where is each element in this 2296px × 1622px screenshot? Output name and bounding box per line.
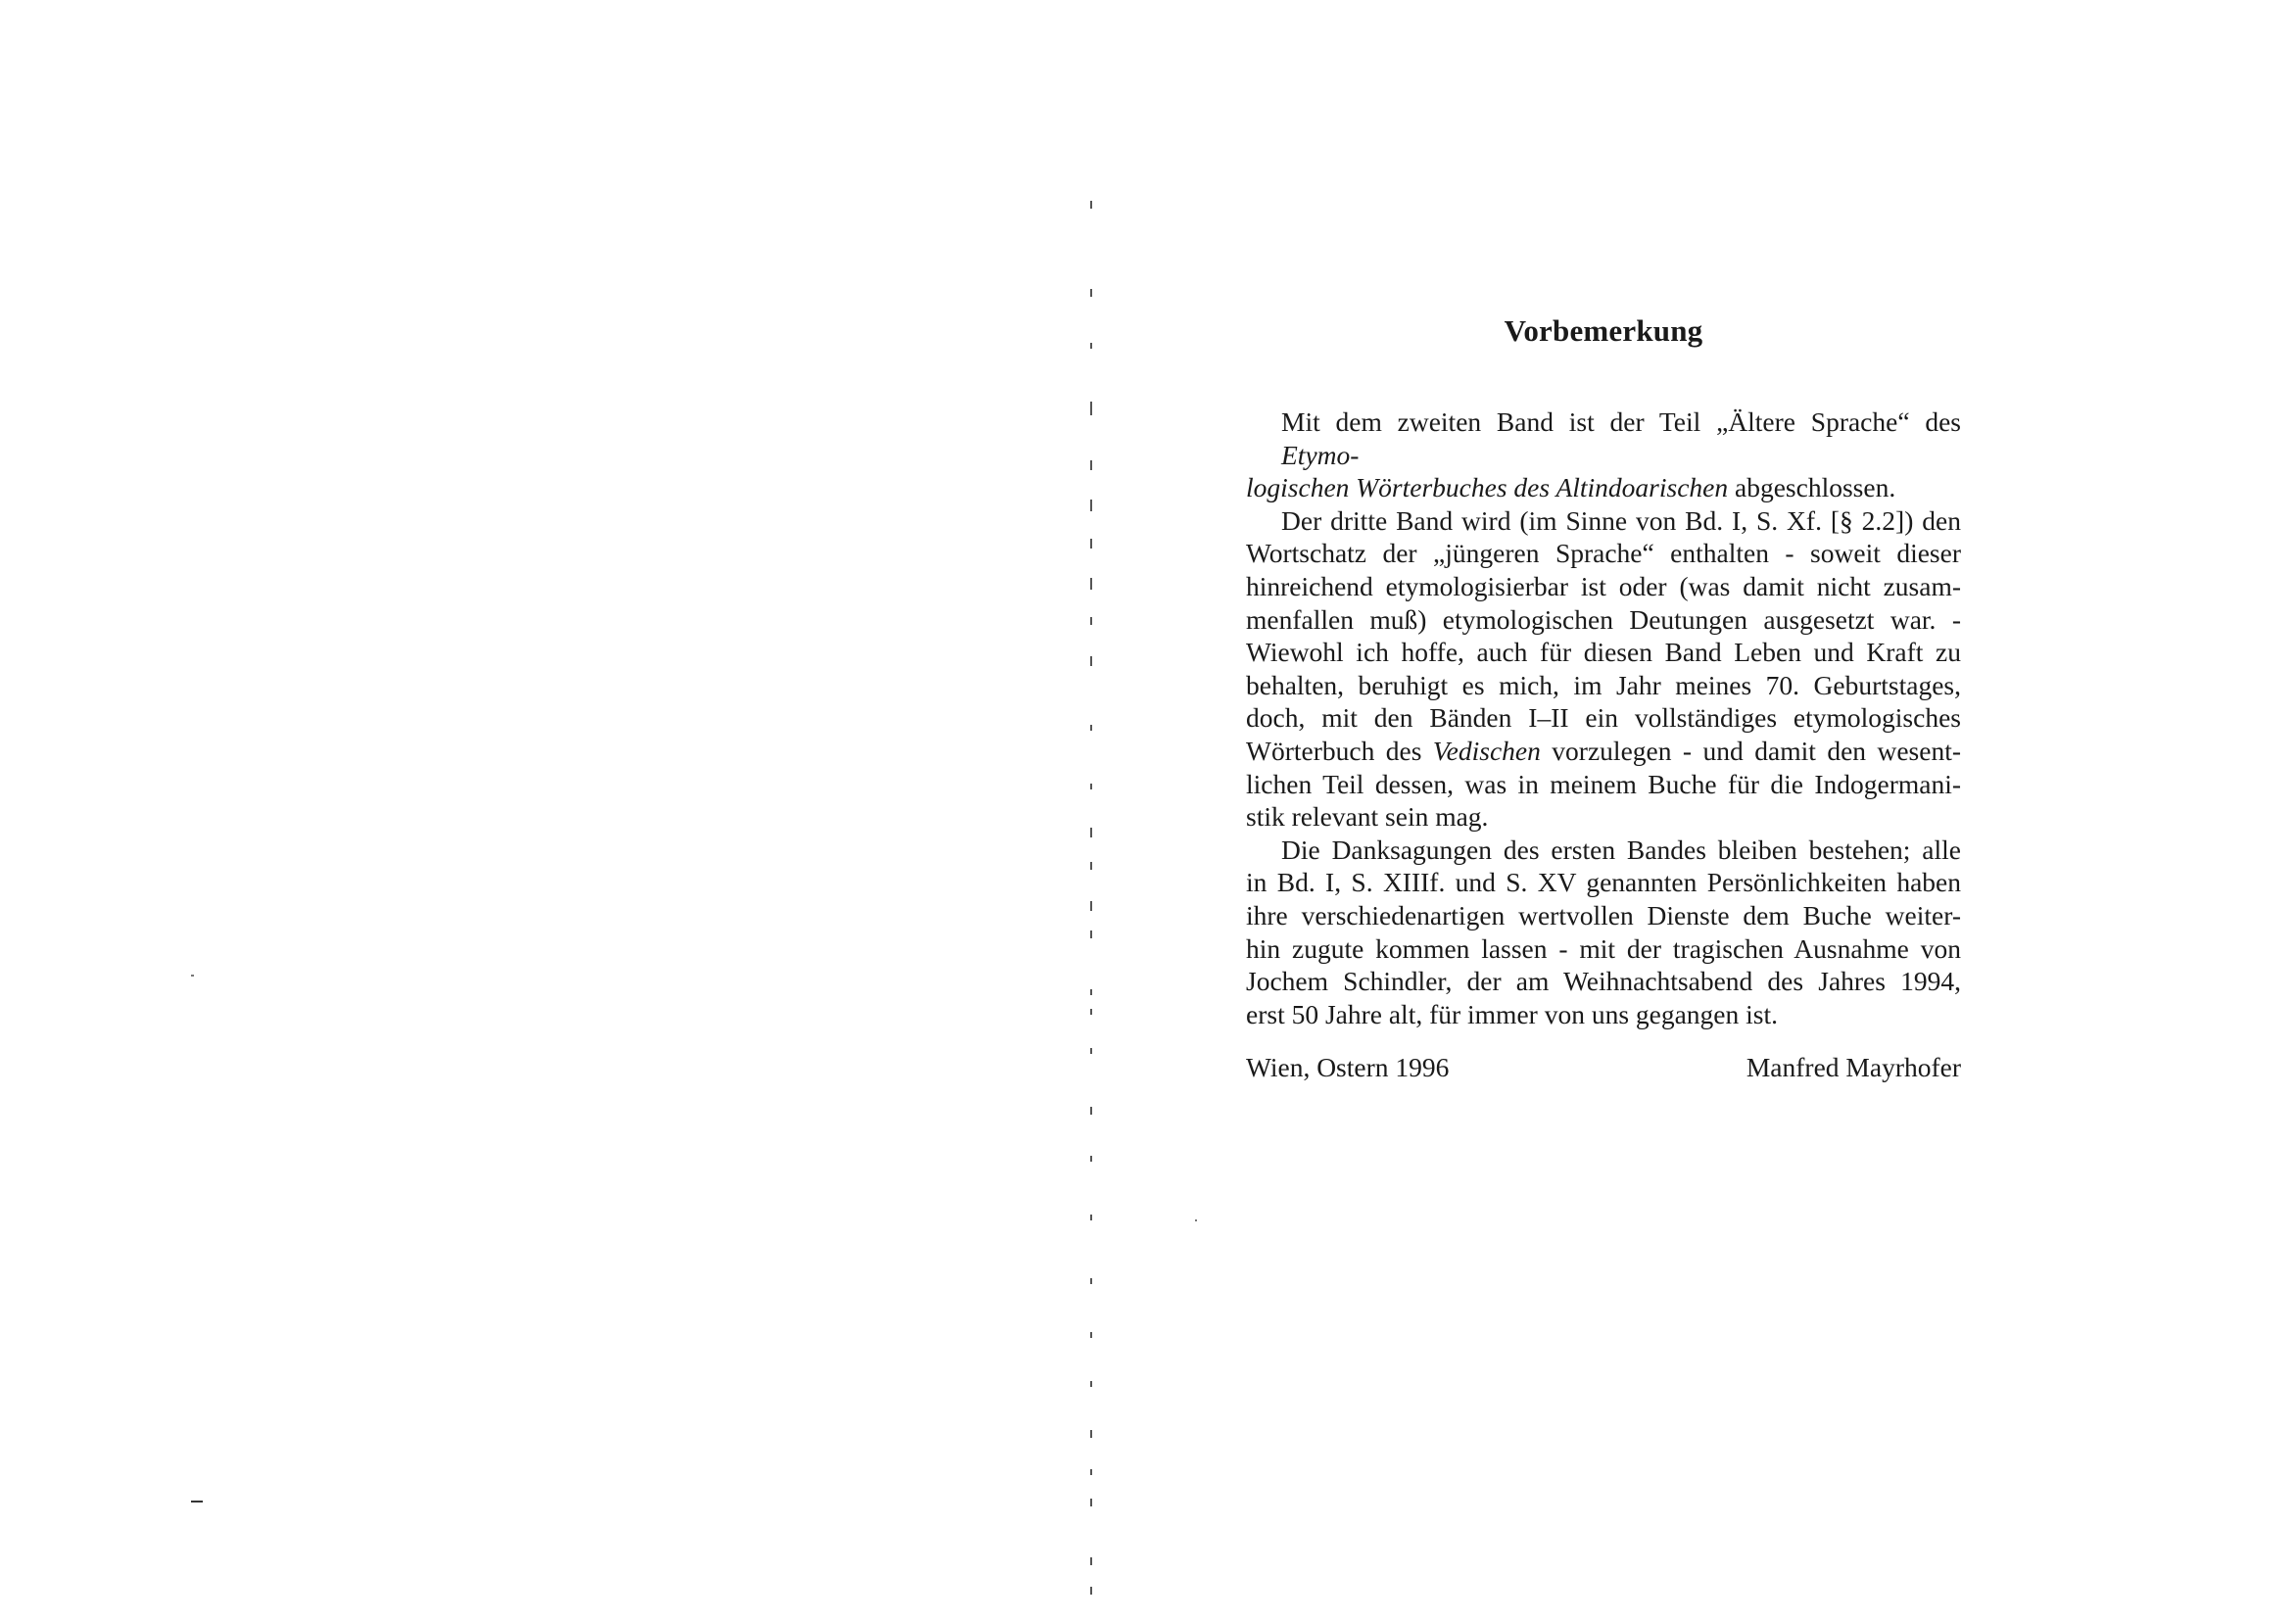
text-line: Jochem Schindler, der am Weihnachtsabend des Jahres 1994, [1246,966,1961,997]
text-line: hinreichend etymologisierbar ist oder (was damit nicht zusam- [1246,570,1961,601]
text-line: in Bd. I, S. XIIIf. und S. XV genannten Persönlichkeiten haben [1246,867,1961,898]
text-line: Der dritte Band wird (im Sinne von Bd. I, S. Xf. [§ 2.2]) den [1281,504,1961,536]
scan-speck [191,975,194,977]
text-line: behalten, beruhigt es mich, im Jahr meines 70. Geburtstages, [1246,669,1961,700]
text-line: Wörterbuch des Vedischen vorzulegen - und damit den wesent- [1246,735,1961,766]
scan-speck [191,1501,203,1503]
right-page [1246,294,1961,1083]
place-date: Wien, Ostern 1996 [1246,1052,1450,1083]
text-line: Die Danksagungen des ersten Bandes bleiben bestehen; alle [1281,834,1961,865]
paragraph-1 [1246,406,1961,504]
text-line: Mit dem zweiten Band ist der Teil „Ältere Sprache“ des Etymo- [1281,406,1961,470]
page-title: Vorbemerkung [1504,313,1703,348]
paragraph-2 [1246,504,1961,834]
text-line: logischen Wörterbuches des Altindoarischen abgeschlossen. [1246,472,1896,503]
text-line: hin zugute kommen lassen - mit der tragischen Ausnahme von [1246,932,1961,964]
signature-line [1246,1052,1961,1083]
page-gutter [1085,108,1099,1518]
text-line: lichen Teil dessen, was in meinem Buche für die Indogermani- [1246,768,1961,799]
scan-speck [1195,1219,1197,1221]
text-line: doch, mit den Bänden I–II ein vollständiges etymologisches [1246,702,1961,734]
text-line: stik relevant sein mag. [1246,801,1489,833]
text-line: Wortschatz der „jüngeren Sprache“ enthalten - soweit dieser [1246,538,1961,569]
author-name: Manfred Mayrhofer [1746,1052,1961,1083]
text-line: erst 50 Jahre alt, für immer von uns gegangen ist. [1246,998,1778,1029]
text-line: ihre verschiedenartigen wertvollen Dienste dem Buche weiter- [1246,899,1961,930]
text-line: menfallen muß) etymologischen Deutungen ausgesetzt war. - [1246,603,1961,635]
paragraph-3 [1246,834,1961,1031]
text-line: Wiewohl ich hoffe, auch für diesen Band Leben und Kraft zu [1246,637,1961,668]
